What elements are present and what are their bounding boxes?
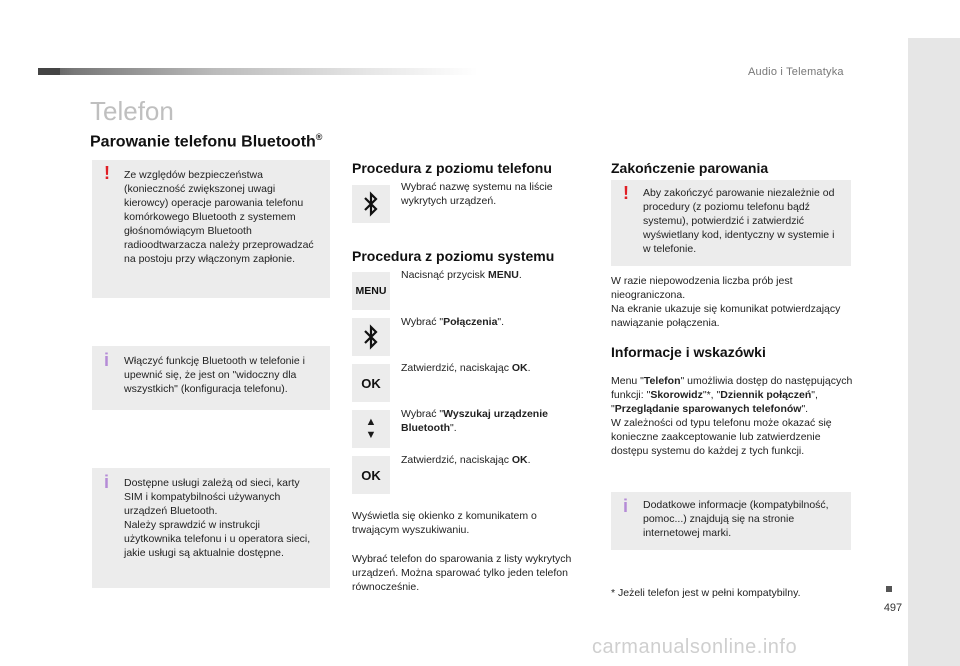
heading-info-tips: Informacje i wskazówki bbox=[611, 344, 766, 360]
info-icon: i bbox=[104, 472, 110, 492]
page-marker bbox=[886, 586, 892, 592]
bluetooth-icon bbox=[361, 190, 381, 218]
system-step-1: Nacisnąć przycisk MENU. bbox=[401, 269, 522, 281]
watermark: carmanualsonline.info bbox=[592, 636, 798, 658]
bluetooth-icon bbox=[361, 323, 381, 351]
phone-menu-text: Menu "Telefon" umożliwia dostęp do następujących funkcji: "Skorowidz"*, "Dziennik połączeń", "Przeglądanie sparowanych telefonów". W zależności od typu telefonu może okazać się konieczne zaakceptowanie lub zatwierdzenie dostępu systemu do każdej z tych funkcji. bbox=[611, 375, 853, 457]
failure-text: W razie niepowodzenia liczba prób jest nieograniczona. Na ekranie ukazuje się komunikat potwierdzający nawiązanie połączenia. bbox=[611, 275, 841, 329]
header-gradient-bar bbox=[38, 68, 478, 75]
header-bar-accent bbox=[38, 68, 60, 75]
search-message-text: Wyświetla się okienko z komunikatem o trwającym wyszukiwaniu. bbox=[352, 510, 537, 536]
heading-phone-procedure: Procedura z poziomu telefonu bbox=[352, 160, 552, 176]
services-note bbox=[92, 468, 330, 588]
finish-warning-note bbox=[611, 180, 851, 266]
warning-icon: ! bbox=[623, 183, 629, 203]
page-subtitle: Parowanie telefonu Bluetooth® bbox=[90, 132, 323, 151]
menu-button bbox=[352, 272, 390, 310]
warning-icon: ! bbox=[104, 163, 110, 183]
system-step-2: Wybrać "Połączenia". bbox=[401, 316, 505, 328]
ok-button bbox=[352, 364, 390, 402]
bluetooth-button bbox=[352, 318, 390, 356]
finish-warning-text: Aby zakończyć parowanie niezależnie od procedury (z poziomu telefonu bądź systemu), potwierdzić i zatwierdzić wyświetlany kod, identyczny w systemie i w telefonie. bbox=[643, 187, 835, 255]
system-step-4: Wybrać "Wyszukaj urządzenie Bluetooth". bbox=[401, 408, 548, 434]
bluetooth-enable-text: Włączyć funkcję Bluetooth w telefonie i upewnić się, że jest on "widoczny dla wszystkich" (konfiguracja telefonu). bbox=[124, 355, 305, 395]
info-icon: i bbox=[104, 350, 110, 370]
select-phone-text: Wybrać telefon do sparowania z listy wykrytych urządzeń. Można sparować tylko jeden telefon równocześnie. bbox=[352, 553, 572, 593]
arrow-buttons bbox=[352, 410, 390, 448]
side-strip-top bbox=[908, 0, 960, 38]
system-step-5: Zatwierdzić, naciskając OK. bbox=[401, 454, 531, 466]
heading-system-procedure: Procedura z poziomu systemu bbox=[352, 248, 555, 264]
side-strip bbox=[908, 38, 960, 666]
info-icon: i bbox=[623, 496, 629, 516]
footnote: * Jeżeli telefon jest w pełni kompatybilny. bbox=[611, 587, 801, 599]
services-note-text: Dostępne usługi zależą od sieci, karty SIM i kompatybilności używanych urządzeń Bluetooth. Należy sprawdzić w instrukcji użytkownika telefonu i u operatora sieci, jakie usługi są aktualnie dostępne. bbox=[124, 477, 311, 559]
ok-button-label: OK bbox=[361, 375, 381, 391]
safety-note-text: Ze względów bezpieczeństwa (konieczność zwiększonej uwagi kierowcy) operacje parowania telefonu komórkowego Bluetooth z systemem głośnomówiącym Bluetooth radioodtwarzacza należy przeprowadzać na postoju przy włączonym zapłonie. bbox=[124, 169, 314, 265]
page-number: 497 bbox=[883, 602, 903, 614]
arrow-up-icon: ▲ bbox=[365, 416, 377, 428]
extra-info-note bbox=[611, 492, 851, 550]
page-title: Telefon bbox=[90, 96, 174, 126]
extra-info-text: Dodatkowe informacje (kompatybilność, pomoc...) znajdują się na stronie internetowej marki. bbox=[643, 499, 829, 539]
ok-button bbox=[352, 456, 390, 494]
ok-button-label: OK bbox=[361, 467, 381, 483]
section-label: Audio i Telematyka bbox=[748, 66, 844, 78]
phone-step-1: Wybrać nazwę systemu na liście wykrytych urządzeń. bbox=[401, 181, 553, 207]
bluetooth-button bbox=[352, 185, 390, 223]
arrow-down-icon: ▼ bbox=[365, 429, 377, 441]
safety-note bbox=[92, 160, 330, 298]
system-step-3: Zatwierdzić, naciskając OK. bbox=[401, 362, 531, 374]
heading-finish-pairing: Zakończenie parowania bbox=[611, 160, 769, 176]
bluetooth-enable-note bbox=[92, 346, 330, 410]
menu-button-label: MENU bbox=[355, 285, 387, 297]
